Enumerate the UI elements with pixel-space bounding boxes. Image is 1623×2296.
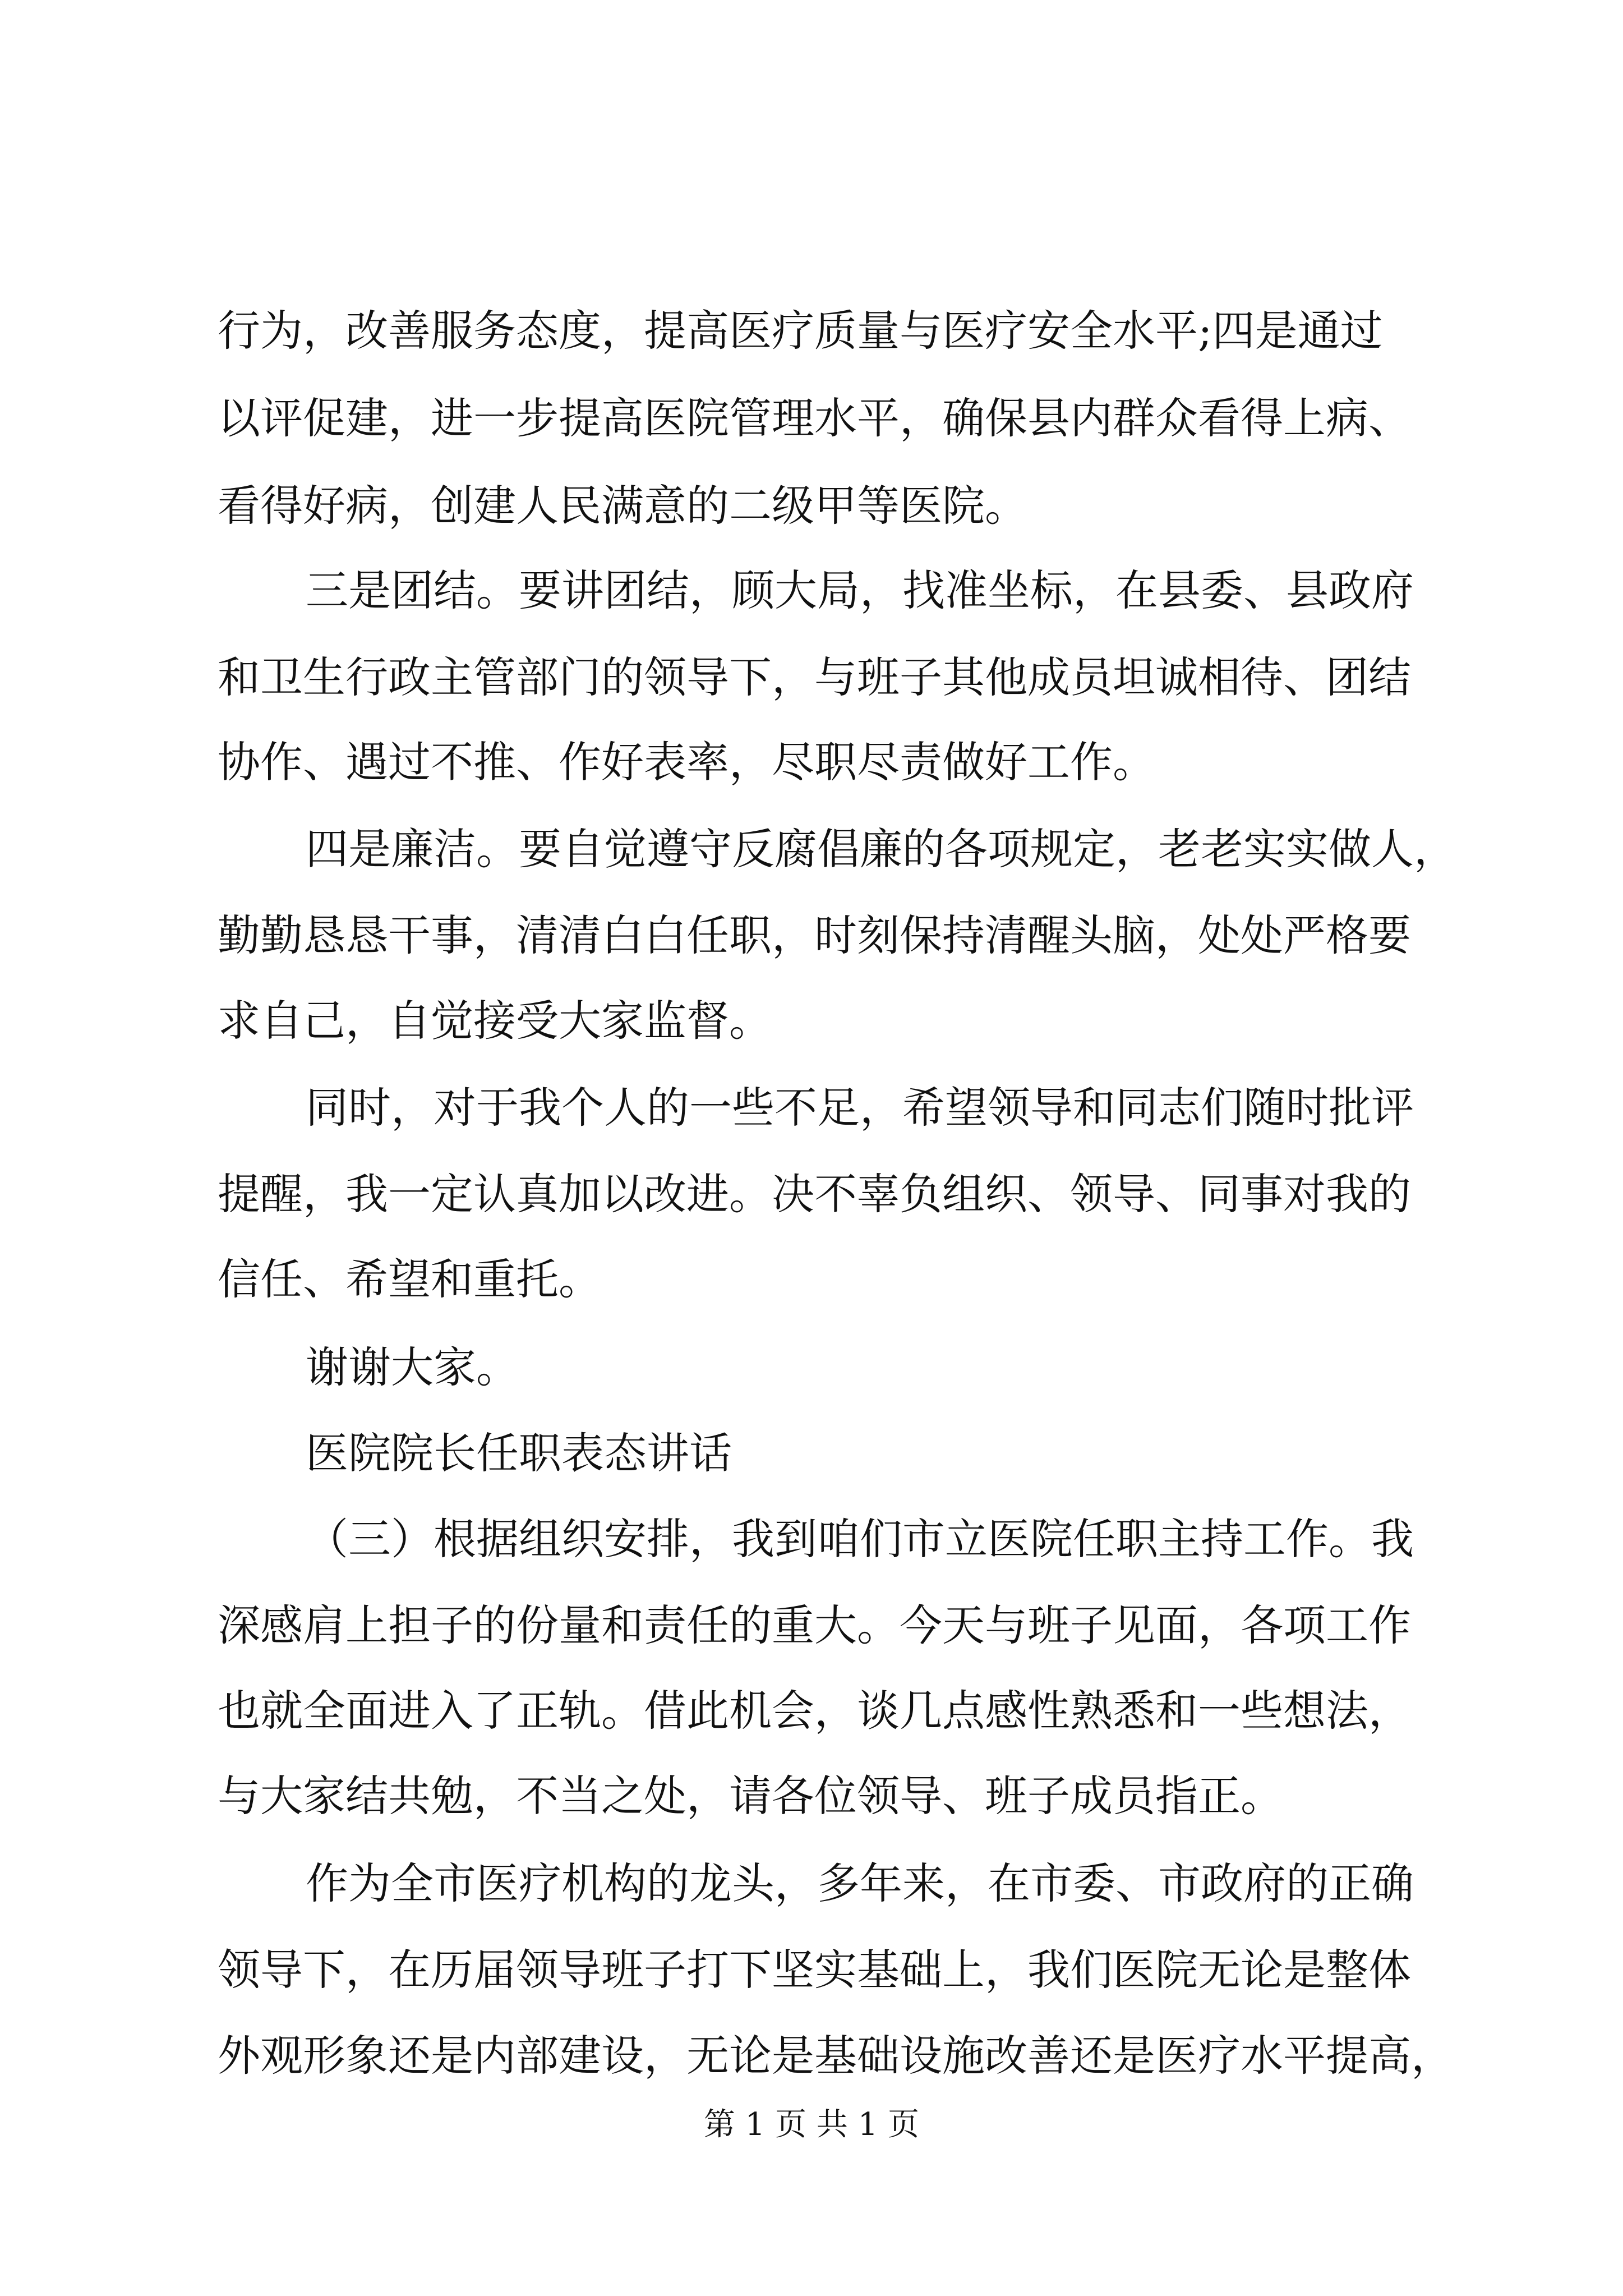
text-line: 提醒，我一定认真加以改进。决不辜负组织、领导、同事对我的 bbox=[218, 1169, 1411, 1219]
text-line: 行为，改善服务态度，提高医疗质量与医疗安全水平;四是通过 bbox=[218, 306, 1383, 356]
text-line: 领导下，在历届领导班子打下坚实基础上，我们医院无论是整体 bbox=[218, 1945, 1411, 1995]
closing-line: 谢谢大家。 bbox=[306, 1342, 519, 1392]
text-line: 也就全面进入了正轨。借此机会，谈几点感性熟悉和一些想法， bbox=[218, 1686, 1411, 1736]
text-line: 看得好病，创建人民满意的二级甲等医院。 bbox=[218, 481, 1027, 531]
text-line: 深感肩上担子的份量和责任的重大。今天与班子见面，各项工作 bbox=[218, 1600, 1411, 1650]
text-line: 勤勤恳恳干事，清清白白任职，时刻保持清醒头脑，处处严格要 bbox=[218, 910, 1411, 960]
text-line: 和卫生行政主管部门的领导下，与班子其他成员坦诚相待、团结 bbox=[218, 652, 1411, 702]
paragraph-start-line: 三是团结。要讲团结，顾大局，找准坐标，在县委、县政府 bbox=[306, 565, 1414, 615]
paragraph-start-line: 同时，对于我个人的一些不足，希望领导和同志们随时批评 bbox=[306, 1083, 1414, 1133]
text-line: 求自己，自觉接受大家监督。 bbox=[218, 996, 772, 1046]
paragraph-start-line: 作为全市医疗机构的龙头，多年来，在市委、市政府的正确 bbox=[306, 1858, 1414, 1908]
text-line: 协作、遇过不推、作好表率，尽职尽责做好工作。 bbox=[218, 737, 1155, 787]
text-line: 以评促建，进一步提高医院管理水平，确保县内群众看得上病、 bbox=[218, 393, 1411, 443]
text-line: 外观形象还是内部建设，无论是基础设施改善还是医疗水平提高， bbox=[218, 2031, 1454, 2081]
text-line: 与大家结共勉，不当之处，请各位领导、班子成员指正。 bbox=[218, 1771, 1283, 1821]
paragraph-start-line: （三）根据组织安排，我到咱们市立医院任职主持工作。我 bbox=[306, 1514, 1414, 1564]
paragraph-start-line: 四是廉洁。要自觉遵守反腐倡廉的各项规定，老老实实做人， bbox=[306, 824, 1456, 874]
text-line: 信任、希望和重托。 bbox=[218, 1254, 601, 1304]
page-number-footer: 第 1 页 共 1 页 bbox=[703, 2106, 920, 2143]
section-title: 医院院长任职表态讲话 bbox=[306, 1428, 732, 1478]
